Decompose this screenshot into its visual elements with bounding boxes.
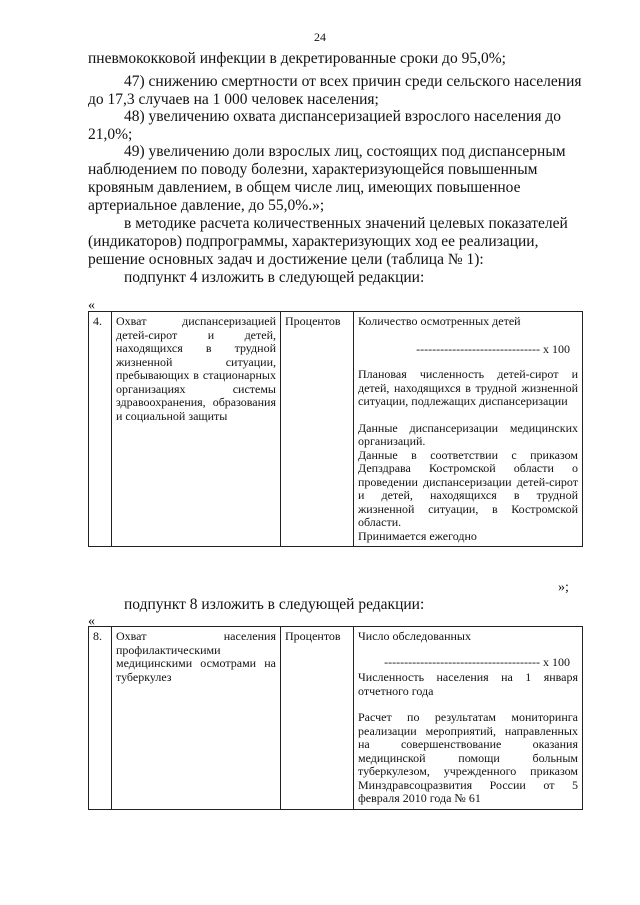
indicator-number: 8.: [89, 627, 112, 810]
open-quote: «: [88, 614, 95, 629]
close-quote: »;: [558, 580, 569, 595]
indicator-method: [354, 312, 583, 547]
paragraph-line: 49) увеличению доли взрослых лиц, состоящих под диспансерным: [124, 143, 566, 160]
indicator-table-8: [88, 626, 583, 810]
paragraph-line: 21,0%;: [88, 126, 133, 143]
indicator-number: 4.: [89, 312, 112, 547]
indicator-method: [354, 627, 583, 810]
indicator-unit: Процентов: [281, 627, 354, 810]
page-number: 24: [314, 30, 326, 44]
formula-numerator: Число обследованных: [358, 629, 471, 643]
data-source: Данные диспансеризации медицинских организаций.: [358, 420, 578, 448]
paragraph-line: 47) снижению смертности от всех причин среди сельского населения: [124, 73, 582, 90]
table-row: [89, 312, 583, 547]
paragraph-line: (индикаторов) подпрограммы, характеризующих ход ее реализации,: [88, 233, 539, 250]
paragraph-line: наблюдением по поводу болезни, характеризующейся повышенным: [88, 161, 538, 178]
open-quote: «: [88, 298, 95, 313]
data-source: Данные в соответствии с приказом Депздрава Костромской области о проведении диспансеризации детей-сирот и детей, находящихся в трудной жизненной ситуации, в Костромской области.: [358, 447, 578, 529]
paragraph-line: подпункт 4 изложить в следующей редакции:: [124, 269, 425, 286]
formula-denominator: Численность населения на 1 января отчетного года: [358, 670, 578, 698]
paragraph-line: пневмококковой инфекции в декретированные сроки до 95,0%;: [88, 50, 506, 67]
paragraph-line: кровяным давлением, в общем числе лиц, имеющих повышенное: [88, 179, 521, 196]
frequency-note: Принимается ежегодно: [358, 528, 477, 543]
formula-denominator: Плановая численность детей-сирот и детей, находящихся в трудной жизненной ситуации, подлежащих диспансеризации: [358, 367, 578, 408]
indicator-name: Охват диспансеризацией детей-сирот и детей, находящихся в трудной жизненной ситуации, пребывающих в стационарных организациях системы здравоохранения, образования и социальной защиты: [112, 312, 281, 547]
formula-numerator: Количество осмотренных детей: [358, 314, 521, 328]
indicator-table-4: [88, 311, 583, 547]
formula-fraction: --------------------------------------- х 100: [384, 654, 570, 669]
paragraph-line: в методике расчета количественных значений целевых показателей: [124, 215, 568, 232]
paragraph-line: артериальное давление, до 55,0%.»;: [88, 197, 325, 214]
indicator-unit: Процентов: [281, 312, 354, 547]
subpoint-heading: подпункт 8 изложить в следующей редакции:: [124, 596, 425, 613]
paragraph-line: 48) увеличению охвата диспансеризацией взрослого населения до: [124, 108, 561, 125]
formula-fraction: ------------------------------- х 100: [416, 341, 570, 356]
indicator-name: Охват населения профилактическими медицинскими осмотрами на туберкулез: [112, 627, 281, 810]
paragraph-line: до 17,3 случаев на 1 000 человек населения;: [88, 91, 379, 108]
table-row: [89, 627, 583, 810]
paragraph-line: решение основных задач и достижение цели (таблица № 1):: [88, 251, 484, 268]
calculation-note: Расчет по результатам мониторинга реализации мероприятий, направленных на совершенствование оказания медицинской помощи больным туберкулезом, учрежденного приказом Минздравсоцразвития России от 5 февраля 2010 года № 61: [358, 710, 578, 805]
